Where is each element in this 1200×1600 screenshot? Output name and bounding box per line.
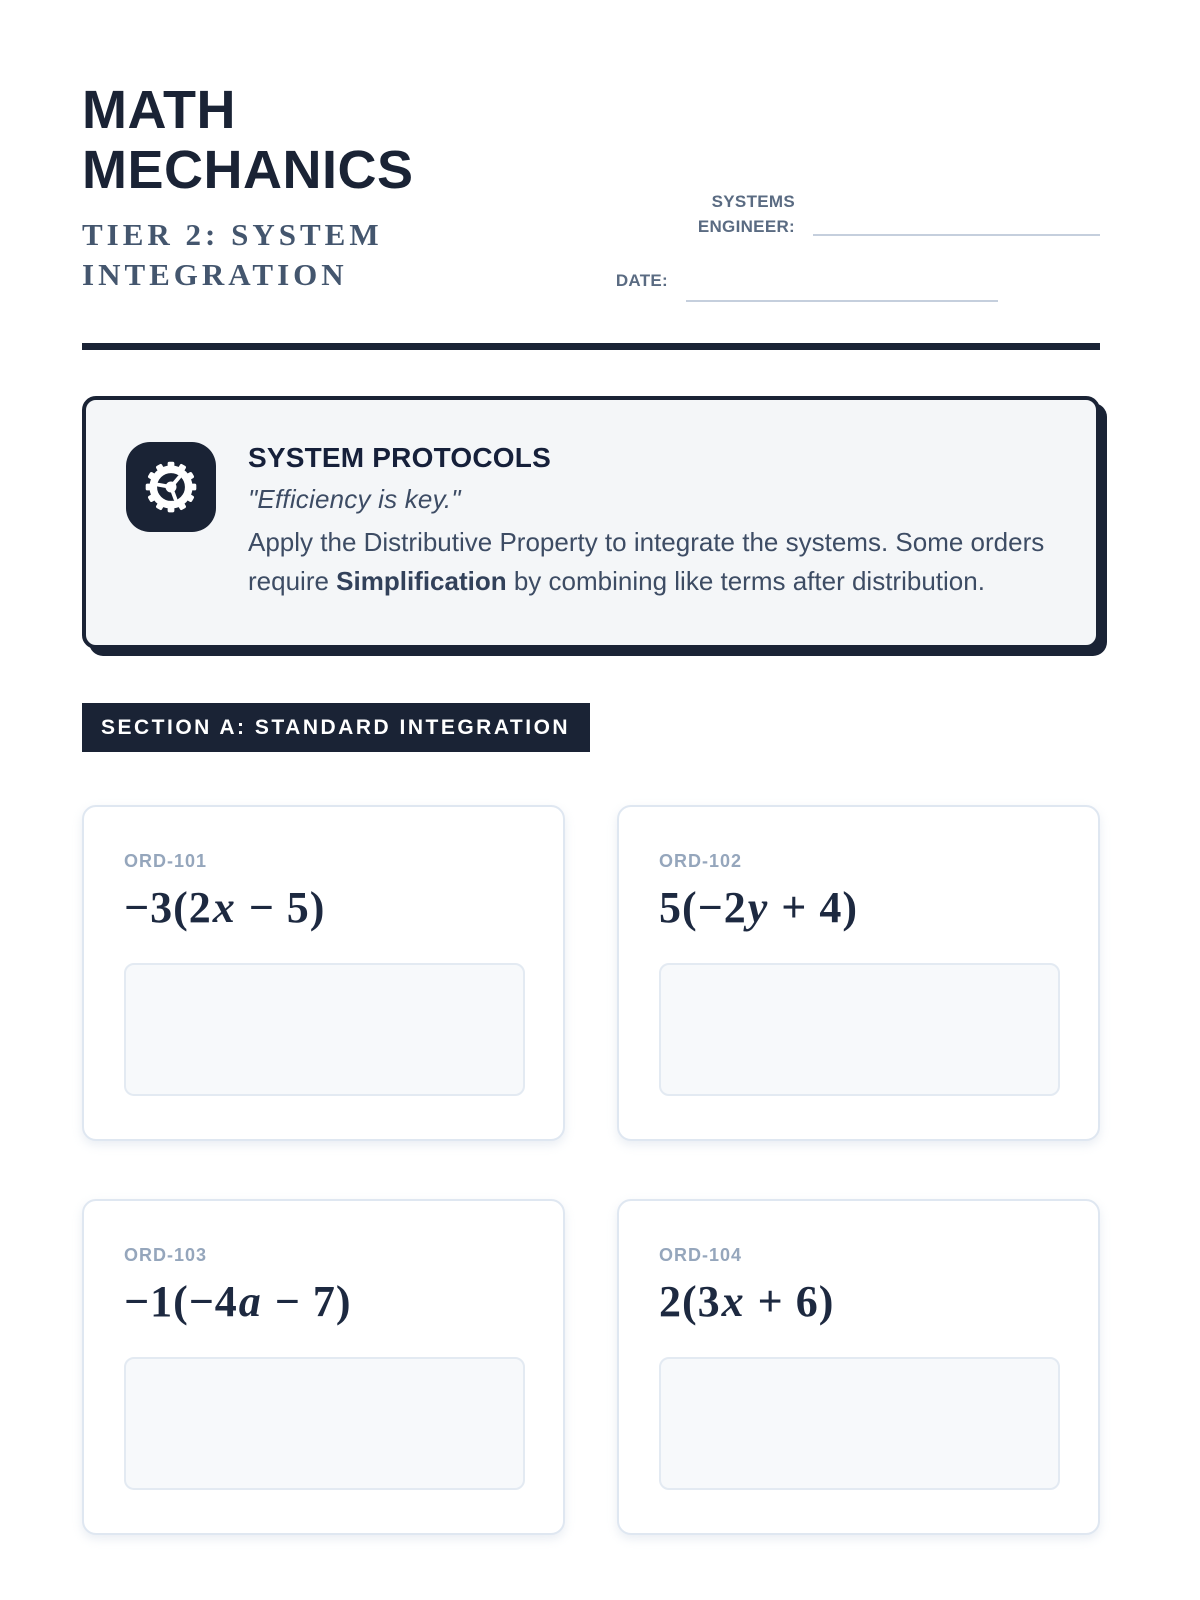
systems-engineer-label: SYSTEMS ENGINEER: xyxy=(697,192,795,236)
problems-grid xyxy=(82,805,1100,1535)
protocols-title: SYSTEM PROTOCOLS xyxy=(248,442,551,474)
systems-engineer-field xyxy=(616,190,1100,239)
page-title: MATH MECHANICS xyxy=(82,80,414,201)
header-divider xyxy=(82,343,1100,350)
problem-expression: −1(−4a − 7) xyxy=(124,1277,352,1327)
date-field xyxy=(616,269,998,294)
problem-expression: 5(−2y + 4) xyxy=(659,883,858,933)
problem-id: ORD-104 xyxy=(659,1245,743,1266)
problem-expression: −3(2x − 5) xyxy=(124,883,326,933)
title-block xyxy=(82,80,616,294)
problem-id: ORD-101 xyxy=(124,851,208,872)
problem-card-ord-103 xyxy=(82,1199,565,1535)
systems-engineer-input-line[interactable] xyxy=(813,234,1100,236)
protocols-body-pre: Apply the Distributive Property to integrate the systems. Some orders require xyxy=(248,527,1045,597)
date-input-line[interactable] xyxy=(686,300,998,302)
answer-box[interactable] xyxy=(659,963,1060,1096)
date-label: DATE: xyxy=(615,271,668,291)
worksheet-header xyxy=(82,0,1100,294)
problem-id: ORD-102 xyxy=(659,851,743,872)
problem-id: ORD-103 xyxy=(124,1245,208,1266)
protocols-body xyxy=(248,523,1056,601)
problem-expression: 2(3x + 6) xyxy=(659,1277,835,1327)
answer-box[interactable] xyxy=(124,963,525,1096)
protocols-body-bold: Simplification xyxy=(336,566,507,597)
header-fields xyxy=(616,190,1100,294)
protocols-callout xyxy=(82,396,1100,649)
problem-card-ord-101 xyxy=(82,805,565,1141)
protocols-body-post: by combining like terms after distribution. xyxy=(506,566,985,597)
problem-card-ord-104 xyxy=(617,1199,1100,1535)
answer-box[interactable] xyxy=(124,1357,525,1490)
protocols-quote: "Efficiency is key." xyxy=(248,484,461,515)
protocols-text xyxy=(248,442,1056,601)
answer-box[interactable] xyxy=(659,1357,1060,1490)
section-a-header: SECTION A: STANDARD INTEGRATION xyxy=(82,703,590,752)
gear-icon xyxy=(126,442,216,532)
problem-card-ord-102 xyxy=(617,805,1100,1141)
page-subtitle: TIER 2: SYSTEM INTEGRATION xyxy=(82,216,383,292)
